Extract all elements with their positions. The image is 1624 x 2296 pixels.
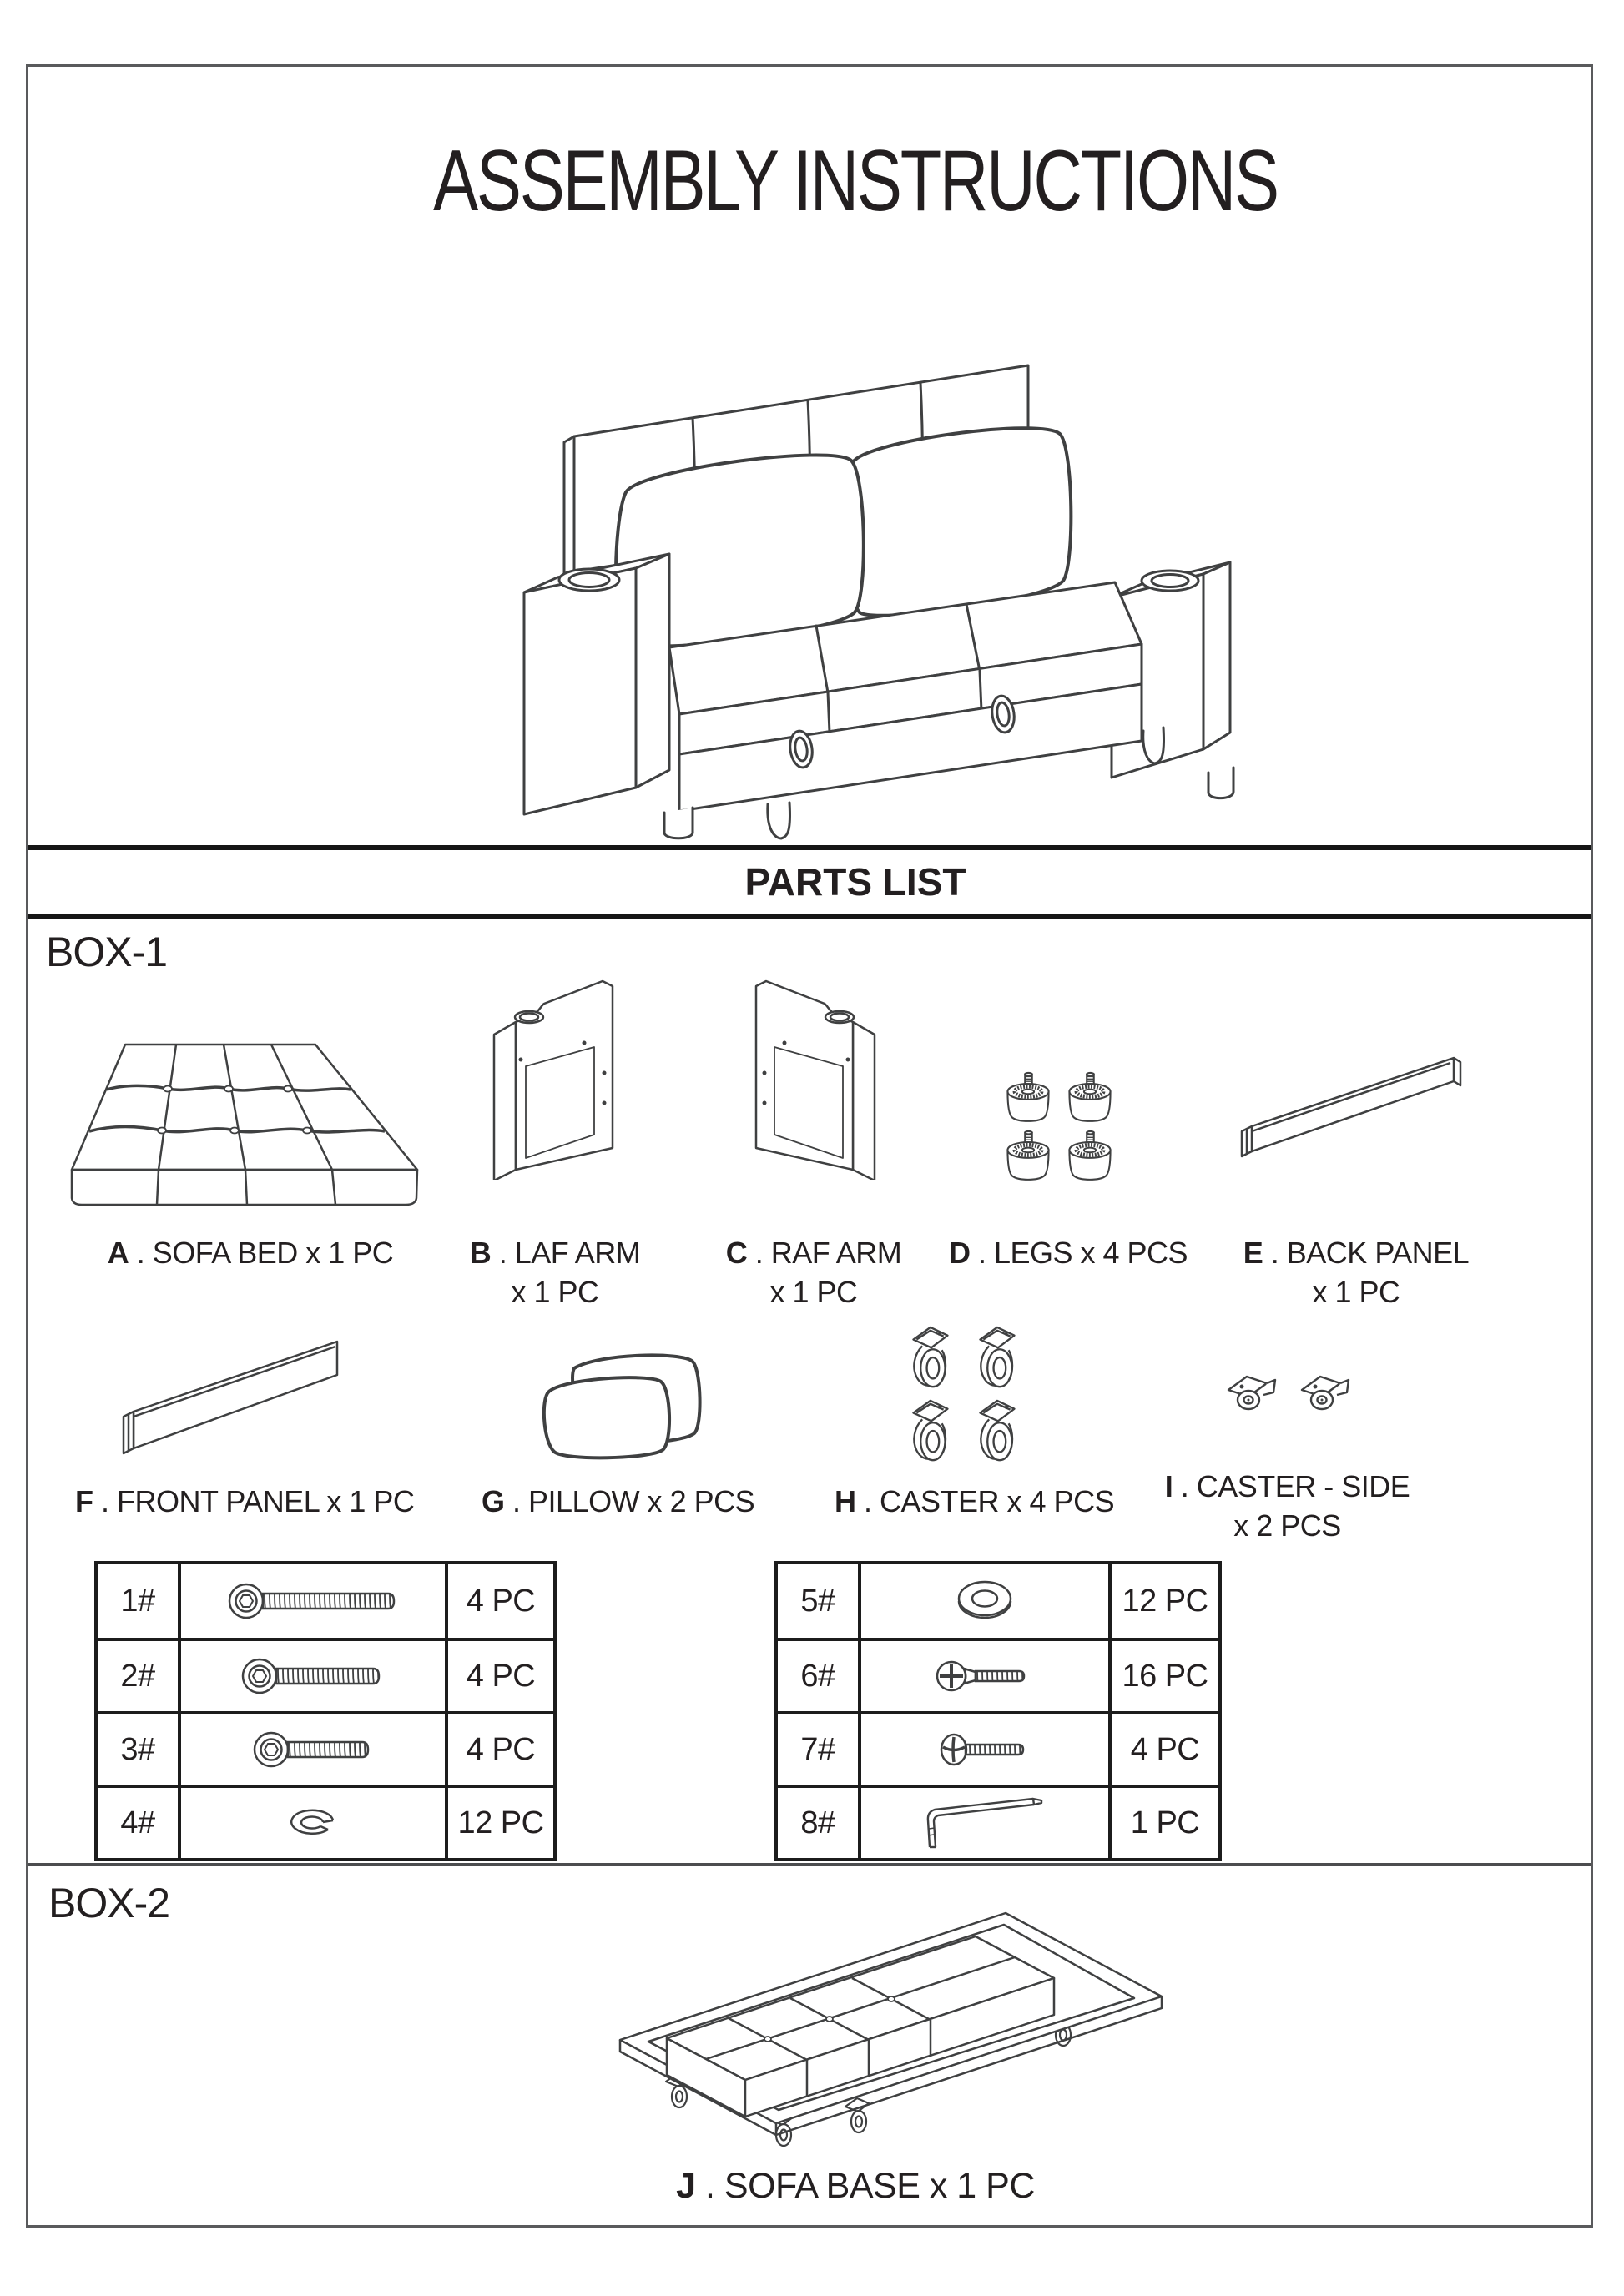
hardware-no: 8# [778,1785,858,1858]
hardware-no: 2# [98,1638,178,1711]
hardware-table-left [94,1561,557,1861]
part-letter-b: B [469,1236,492,1270]
part-caption-f: F . FRONT PANEL x 1 PC [75,1484,415,1518]
part-caption-e: E . BACK PANEL x 1 PC [1243,1236,1470,1309]
legs-drawing [1000,1070,1121,1186]
allen-key-icon [918,1792,1052,1854]
box1-label: BOX-1 [46,929,168,975]
hardware-qty: 16 PC [1108,1638,1218,1711]
hardware-qty: 4 PC [445,1711,553,1785]
part-letter-i: I [1164,1469,1173,1503]
parts-list-header: PARTS LIST [744,860,966,904]
hardware-table-right [774,1561,1222,1861]
part-caption-j: J . SOFA BASE x 1 PC [676,2166,1035,2206]
parts-list-band [28,845,1591,919]
pillow-drawing [524,1345,733,1462]
back-panel-drawing [1235,1050,1473,1166]
caster-drawing [900,1323,1025,1467]
laf-arm-drawing [486,969,628,1180]
hex-bolt-long-icon [228,1581,399,1621]
part-caption-c: C . RAF ARM x 1 PC [725,1236,902,1309]
hardware-no: 1# [120,1583,155,1619]
hex-bolt-short-icon [253,1730,374,1770]
box2-divider [28,1863,1591,1866]
hardware-qty: 4 PC [445,1564,553,1638]
front-panel-drawing [115,1332,357,1461]
sofa-base-drawing [580,1906,1164,2148]
hardware-no: 3# [98,1711,178,1785]
hardware-qty: 12 PC [445,1785,553,1858]
part-letter-d: D [948,1236,971,1270]
spring-washer-icon [285,1803,340,1843]
box2-label: BOX-2 [48,1880,170,1926]
part-letter-a: A [107,1236,129,1270]
sofa-illustration [484,315,1260,841]
hardware-no: 5# [800,1583,835,1619]
side-caster-drawing [1223,1370,1357,1413]
countersunk-screw-icon [936,1657,1034,1695]
sofa-bed-drawing [65,1036,424,1211]
part-letter-e: E [1243,1236,1263,1270]
pan-head-screw-icon [938,1730,1031,1769]
flat-washer-icon [954,1578,1016,1624]
part-caption-a: A . SOFA BED x 1 PC [107,1236,394,1270]
hardware-qty: 4 PC [445,1638,553,1711]
part-letter-c: C [725,1236,748,1270]
part-letter-f: F [75,1484,93,1518]
part-caption-d: D . LEGS x 4 PCS [948,1236,1188,1270]
part-letter-g: G [482,1484,505,1518]
hardware-no: 7# [778,1711,858,1785]
hardware-no: 4# [98,1785,178,1858]
raf-arm-drawing [741,969,883,1180]
hardware-no: 6# [778,1638,858,1711]
part-caption-b: B . LAF ARM x 1 PC [469,1236,641,1309]
hardware-qty: 1 PC [1108,1785,1218,1858]
hardware-qty: 12 PC [1108,1564,1218,1638]
part-caption-i: I . CASTER - SIDE x 2 PCS [1164,1469,1410,1543]
part-caption-g: G . PILLOW x 2 PCS [482,1484,755,1518]
hex-bolt-medium-icon [241,1656,385,1696]
part-caption-h: H . CASTER x 4 PCS [835,1484,1115,1518]
hardware-qty: 4 PC [1108,1711,1218,1785]
part-letter-j: J [676,2166,696,2206]
part-letter-h: H [835,1484,856,1518]
page-title: ASSEMBLY INSTRUCTIONS [433,133,1278,229]
